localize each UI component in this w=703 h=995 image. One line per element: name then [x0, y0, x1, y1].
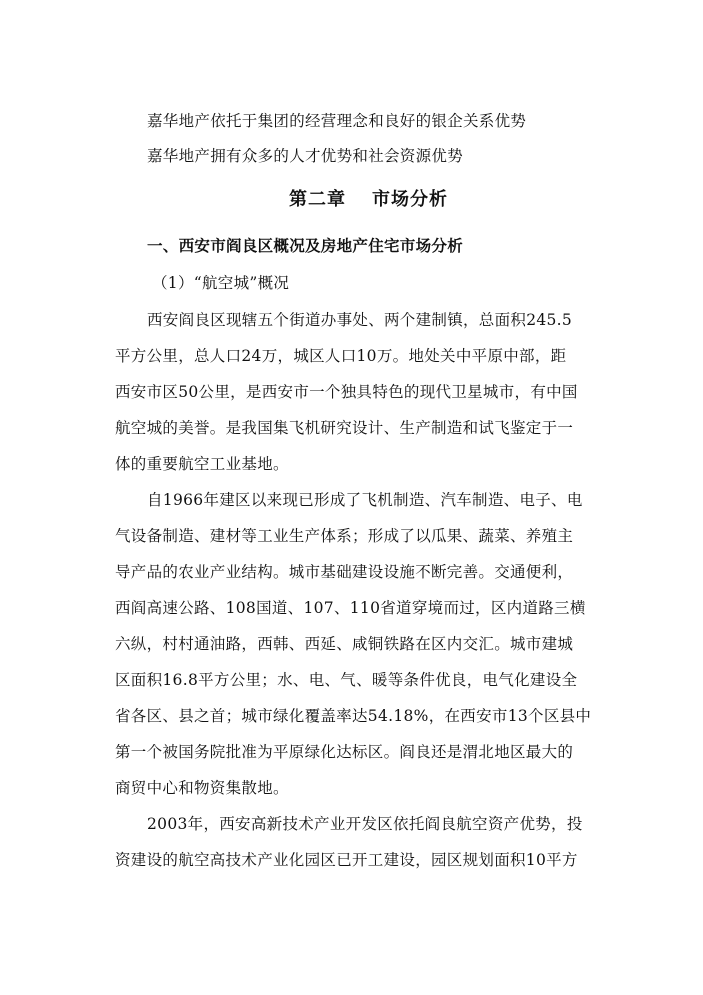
- paragraph-2-line-9: 商贸中心和物资集散地。: [115, 779, 289, 797]
- chapter-title: 市场分析: [372, 189, 448, 210]
- paragraph-2-line-1: 自1966年建区以来现已形成了飞机制造、汽车制造、电子、电: [147, 491, 583, 509]
- paragraph-1-line-4: 航空城的美誉。是我国集飞机研究设计、生产制造和试飞鉴定于一: [115, 419, 574, 437]
- intro-line-1: 嘉华地产依托于集团的经营理念和良好的银企关系优势: [147, 112, 527, 130]
- paragraph-1-line-1: 西安阎良区现辖五个街道办事处、两个建制镇，总面积245.5: [147, 311, 573, 329]
- intro-line-2: 嘉华地产拥有众多的人才优势和社会资源优势: [147, 147, 464, 165]
- paragraph-2-line-5: 六纵，村村通油路，西韩、西延、咸铜铁路在区内交汇。城市建城: [115, 635, 574, 653]
- paragraph-2-line-2: 气设备制造、建材等工业生产体系；形成了以瓜果、蔬菜、养殖主: [115, 527, 574, 545]
- paragraph-1-line-3: 西安市区50公里，是西安市一个独具特色的现代卫星城市，有中国: [115, 383, 578, 401]
- paragraph-1-line-2: 平方公里，总人口24万，城区人口10万。地处关中平原中部，距: [115, 347, 567, 365]
- section-heading: 一、西安市阎良区概况及房地产住宅市场分析: [147, 236, 464, 255]
- paragraph-2-line-4: 西阎高速公路、108国道、107、110省道穿境而过，区内道路三横: [115, 599, 586, 617]
- paragraph-1-line-5: 体的重要航空工业基地。: [115, 455, 289, 473]
- paragraph-2-line-8: 第一个被国务院批准为平原绿化达标区。阎良还是渭北地区最大的: [115, 743, 574, 761]
- paragraph-2-line-3: 导产品的农业产业结构。城市基础建设设施不断完善。交通便利，: [115, 563, 574, 581]
- subsection-heading: （1）“航空城”概况: [152, 274, 290, 292]
- paragraph-3-line-1: 2003年，西安高新技术产业开发区依托阎良航空资产优势，投: [147, 815, 583, 833]
- paragraph-3-line-2: 资建设的航空高技术产业化园区已开工建设，园区规划面积10平方: [115, 851, 578, 869]
- paragraph-2-line-6: 区面积16.8平方公里；水、电、气、暖等条件优良，电气化建设全: [115, 671, 578, 689]
- paragraph-2-line-7: 省各区、县之首；城市绿化覆盖率达54.18%，在西安市13个区县中: [115, 707, 592, 725]
- chapter-number: 第二章: [289, 189, 346, 210]
- chapter-heading: [289, 190, 448, 210]
